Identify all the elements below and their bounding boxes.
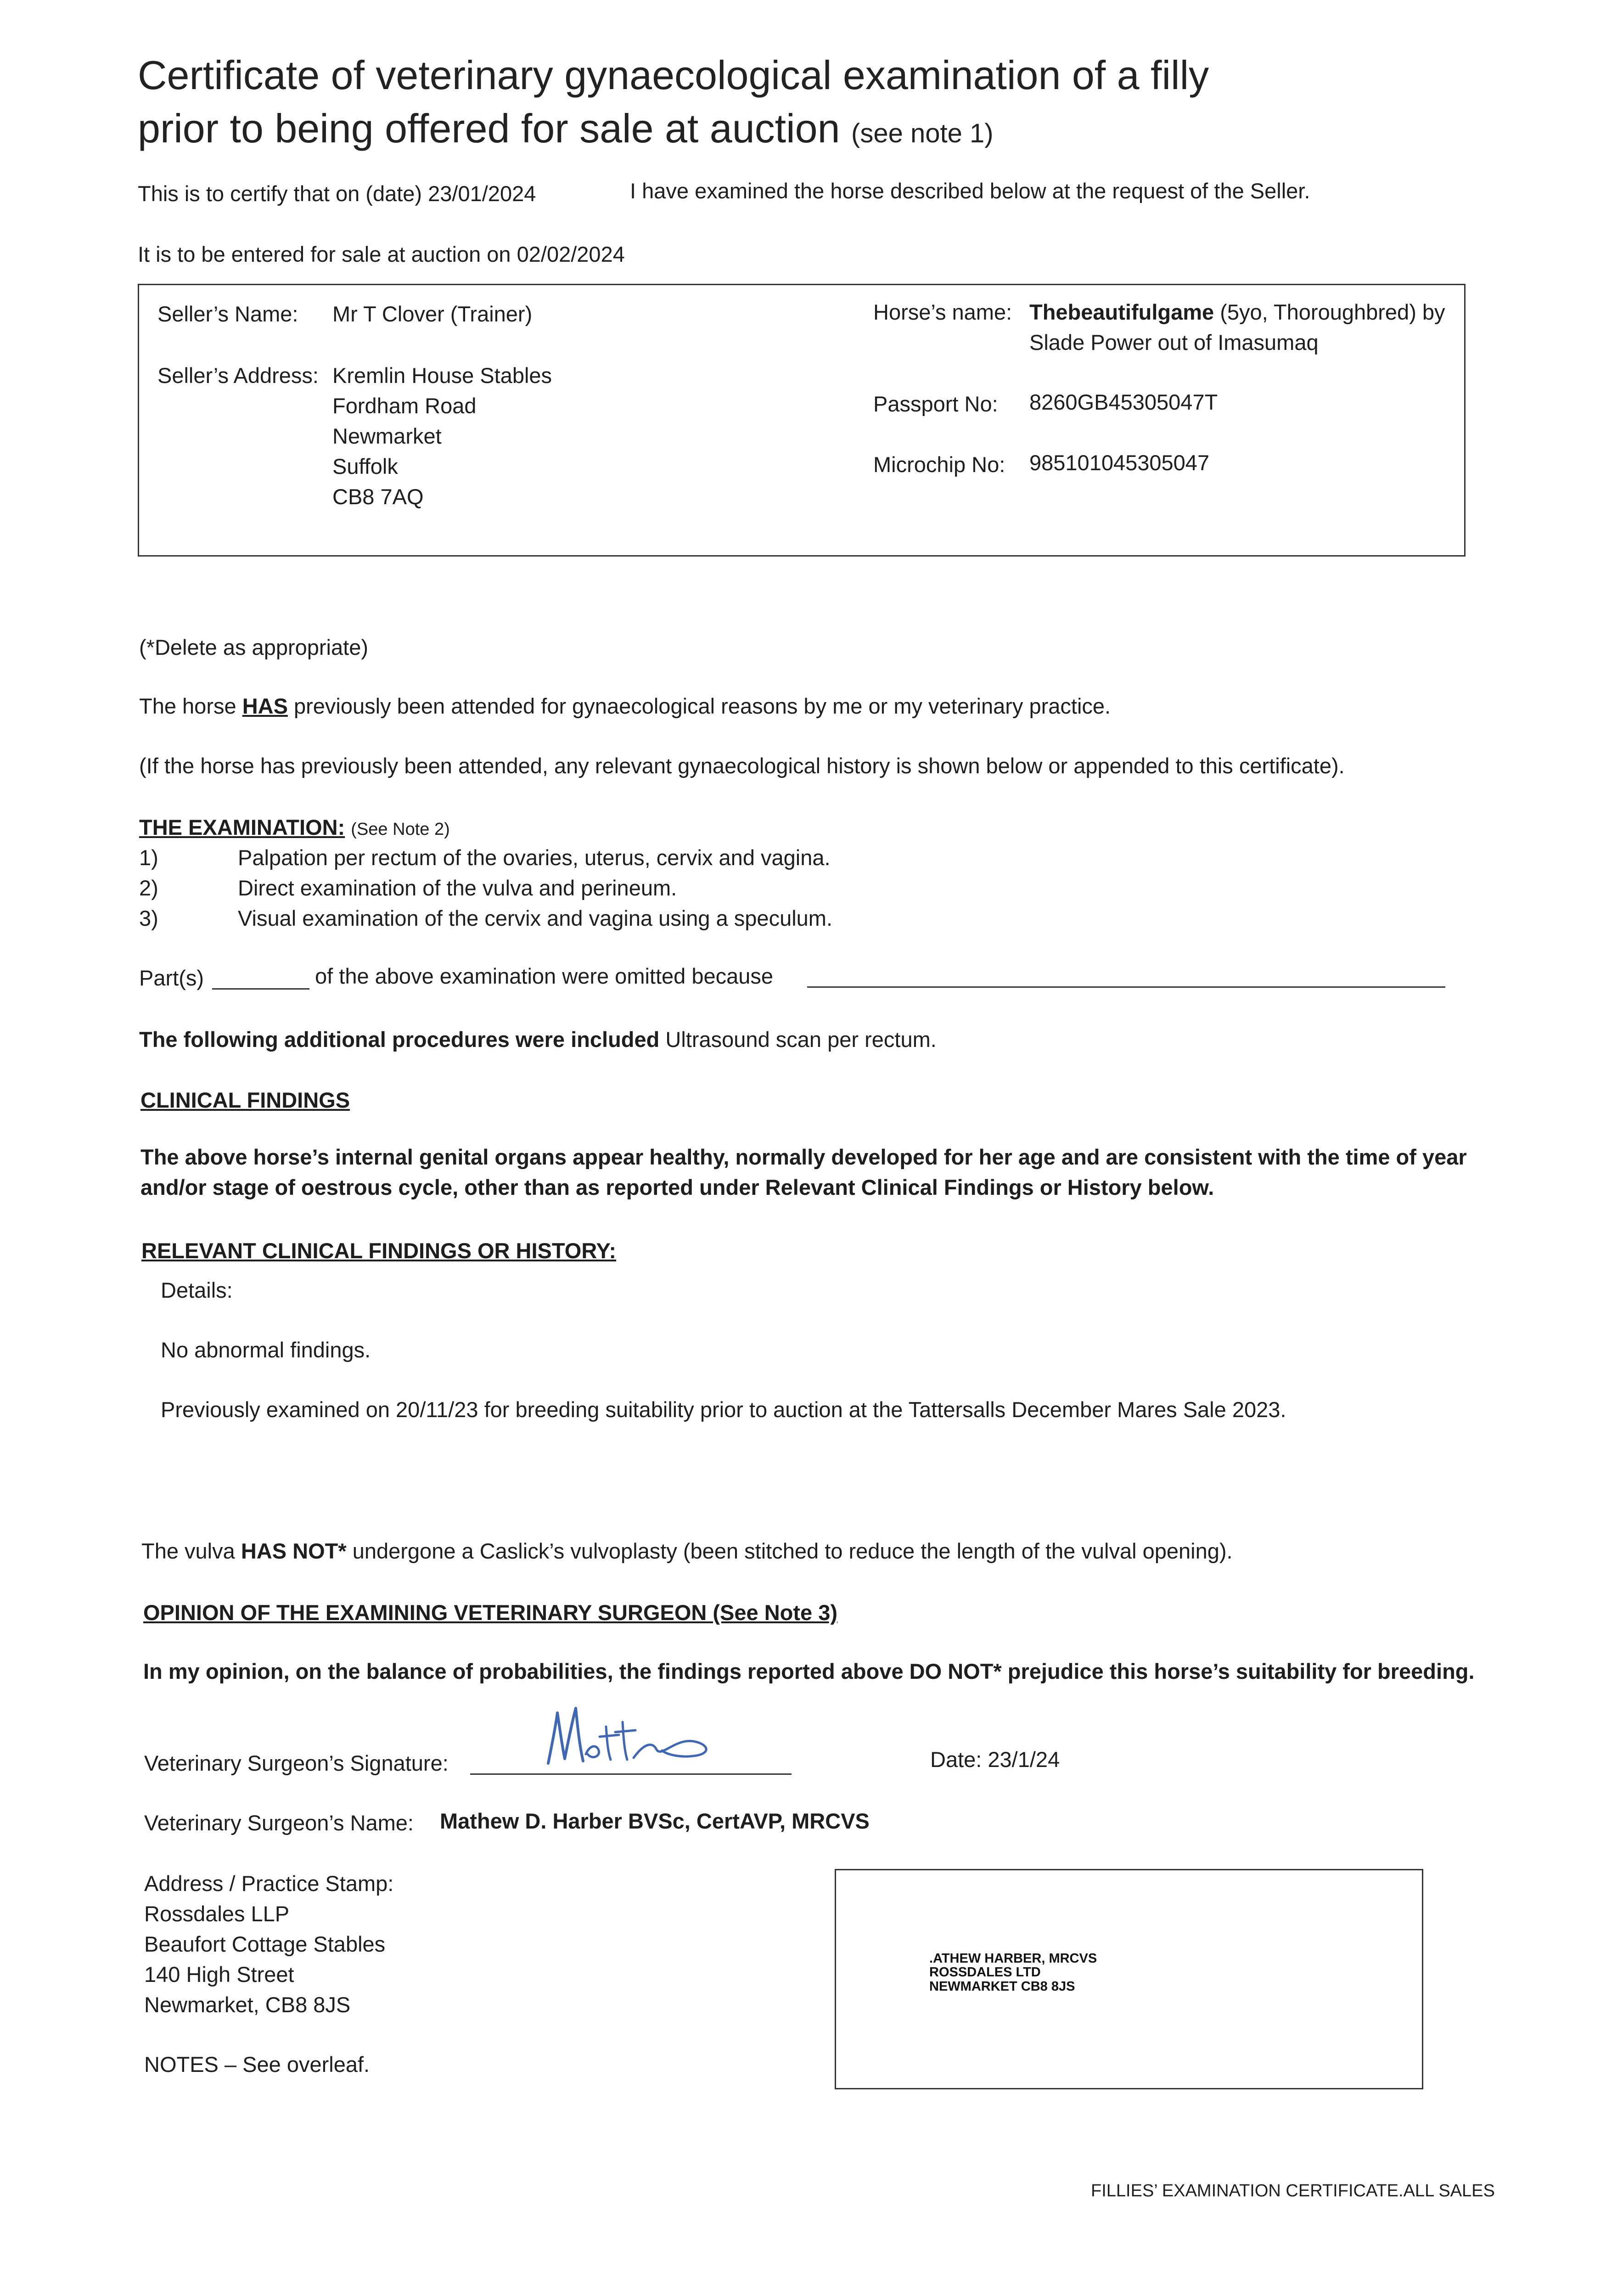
horse-name-label: Horse’s name: (873, 300, 1012, 324)
handwritten-signature (542, 1699, 716, 1777)
attended-status: HAS (242, 694, 288, 718)
omitted-parts-blank (212, 988, 309, 990)
practice-address-line: Rossdales LLP (144, 1902, 290, 1926)
finding-2: Previously examined on 20/11/23 for breeding suitability prior to auction at the Tattersalls December Mares Sale 2023. (161, 1397, 1286, 1422)
exam-item-num: 1) (139, 845, 158, 870)
microchip-number: 985101045305047 (1029, 450, 1210, 475)
clinical-statement-1: The above horse’s internal genital organs appear healthy, normally developed for her age and are consistent with the time of year (140, 1145, 1467, 1169)
clinical-findings-heading: CLINICAL FINDINGS (140, 1088, 350, 1112)
relevant-findings-heading: RELEVANT CLINICAL FINDINGS OR HISTORY: (141, 1238, 617, 1263)
horse-name-line (1029, 301, 1445, 323)
title-note: (see note 1) (851, 118, 994, 148)
examination-heading: THE EXAMINATION: (See Note 2) (139, 815, 450, 839)
seller-address-line: Fordham Road (332, 394, 477, 418)
clinical-statement-2: and/or stage of oestrous cycle, other than as reported under Relevant Clinical Findings or History below. (140, 1175, 1214, 1199)
attended-statement: The horse HAS previously been attended for gynaecological reasons by me or my veterinary practice. (139, 694, 1111, 718)
additional-value: Ultrasound scan per rectum. (665, 1027, 937, 1052)
passport-label: Passport No: (873, 392, 998, 416)
exam-item-text: Visual examination of the cervix and vagina using a speculum. (238, 906, 833, 930)
seller-address-label: Seller’s Address: (157, 363, 319, 388)
signature-date: Date: 23/1/24 (930, 1747, 1060, 1772)
horse-breeding: Slade Power out of Imasumaq (1029, 330, 1319, 355)
footer-label: FILLIES’ EXAMINATION CERTIFICATE.ALL SALES (1091, 2181, 1495, 2200)
surgeon-name-label: Veterinary Surgeon’s Name: (144, 1811, 414, 1835)
certify-statement: I have examined the horse described below at the request of the Seller. (630, 179, 1310, 203)
microchip-label: Microchip No: (873, 452, 1005, 477)
opinion-heading: OPINION OF THE EXAMINING VETERINARY SURGEON (See Note 3) (143, 1600, 838, 1625)
stamp (929, 1952, 1097, 1993)
title-line-2: prior to being offered for sale at auction (see note 1) (138, 106, 994, 151)
history-note: (If the horse has previously been attended, any relevant gynaecological history is shown below or appended to this certificate). (139, 754, 1345, 778)
auction-date-line: It is to be entered for sale at auction on 02/02/2024 (138, 242, 625, 266)
practice-address-line: Newmarket, CB8 8JS (144, 1992, 351, 2017)
exam-item-num: 2) (139, 876, 158, 900)
passport-number: 8260GB45305047T (1029, 390, 1218, 414)
practice-stamp-label: Address / Practice Stamp: (144, 1871, 394, 1896)
stamp-line: NEWMARKET CB8 8JS (929, 1979, 1075, 1994)
seller-name-label: Seller’s Name: (157, 302, 298, 326)
practice-stamp-box (835, 1869, 1423, 2089)
notes-line: NOTES – See overleaf. (144, 2052, 370, 2077)
seller-name: Mr T Clover (Trainer) (332, 302, 533, 326)
seller-address-line: Kremlin House Stables (332, 363, 552, 388)
practice-address-line: Beaufort Cottage Stables (144, 1932, 386, 1956)
exam-item-text: Direct examination of the vulva and perineum. (238, 876, 677, 900)
stamp-line: .ATHEW HARBER, MRCVS (929, 1951, 1097, 1966)
seller-address-line: Suffolk (332, 454, 398, 478)
exam-item-text: Palpation per rectum of the ovaries, uterus, cervix and vagina. (238, 845, 831, 870)
examination-note: (See Note 2) (351, 820, 450, 839)
delete-note: (*Delete as appropriate) (139, 635, 368, 659)
seller-address-line: Newmarket (332, 424, 442, 448)
title-line-1: Certificate of veterinary gynaecological examination of a filly (138, 52, 1209, 98)
surgeon-name: Mathew D. Harber BVSc, CertAVP, MRCVS (440, 1809, 870, 1833)
omitted-reason-blank (807, 986, 1445, 988)
opinion-statement: In my opinion, on the balance of probabilities, the findings reported above DO NOT* prejudice this horse’s suitability for breeding. (143, 1659, 1475, 1683)
vulva-status: HAS NOT* (241, 1539, 347, 1563)
exam-item-num: 3) (139, 906, 158, 930)
certify-date: This is to certify that on (date) 23/01/2024 (138, 181, 536, 206)
horse-name: Thebeautifulgame (1029, 300, 1214, 324)
seller-address-line: CB8 7AQ (332, 484, 424, 509)
details-label: Details: (161, 1278, 233, 1302)
vulva-statement: The vulva HAS NOT* undergone a Caslick’s vulvoplasty (been stitched to reduce the length of the vulval opening). (141, 1539, 1233, 1563)
stamp-line: ROSSDALES LTD (929, 1965, 1041, 1980)
additional-procedures: The following additional procedures were included Ultrasound scan per rectum. (139, 1027, 937, 1052)
finding-1: No abnormal findings. (161, 1338, 371, 1362)
omitted-prefix: Part(s) (139, 966, 204, 990)
omitted-mid: of the above examination were omitted because (315, 964, 774, 988)
horse-details: (5yo, Thoroughbred) by (1220, 300, 1445, 324)
signature-label: Veterinary Surgeon’s Signature: (144, 1751, 449, 1775)
practice-address-line: 140 High Street (144, 1962, 294, 1986)
